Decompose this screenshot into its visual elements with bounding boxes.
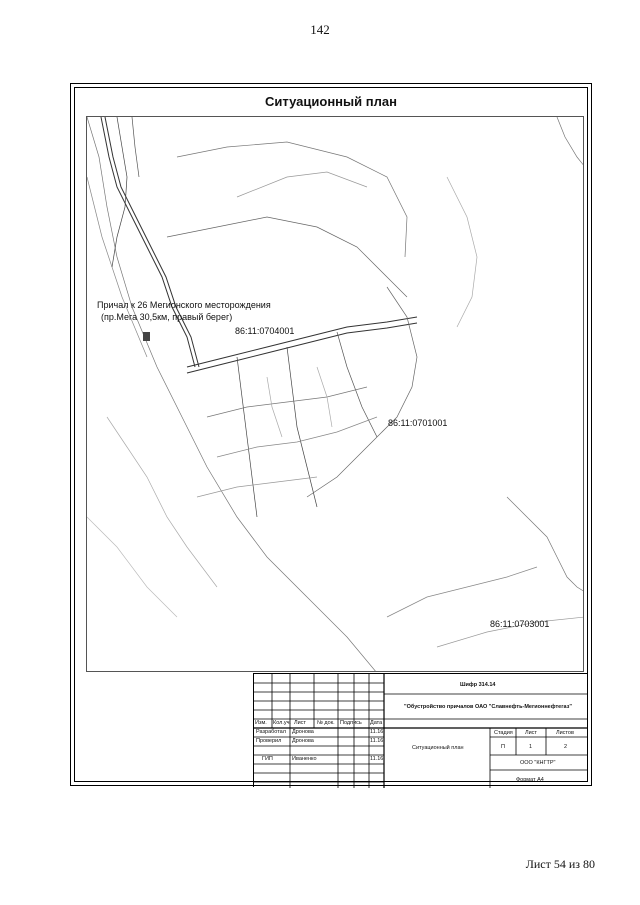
berth-label-line2: (пр.Мега 30,5км, правый берег)	[101, 312, 233, 322]
row1-date: 11.16	[370, 729, 384, 735]
col-list: Лист	[294, 720, 306, 726]
row1-name: Дронова	[292, 729, 314, 735]
drawing-name: Ситуационный план	[412, 745, 464, 751]
map-drawing	[87, 117, 584, 672]
sheet-value: 1	[529, 744, 533, 750]
sheets-header: Листов	[556, 730, 574, 736]
sheets-value: 2	[564, 744, 568, 750]
drawing-inner-frame	[74, 87, 588, 782]
page-number: 142	[310, 22, 330, 37]
row2-date: 11.16	[370, 738, 384, 744]
drawing-frame	[70, 83, 592, 786]
col-koluch: Кол.уч.	[273, 720, 292, 726]
berth-label-line1: Причал к 26 Мегионского месторождения	[97, 300, 271, 310]
row2-role: Проверил	[256, 738, 282, 744]
col-date: Дата	[370, 720, 383, 726]
format-label: Формат А4	[516, 777, 544, 783]
title-block	[253, 673, 587, 787]
stage-header: Стадия	[494, 730, 513, 736]
cadastral-label-2: 86:11:0701001	[388, 418, 448, 428]
stamp-code: Шифр 314.14	[460, 682, 496, 688]
sheet-footer: Лист 54 из 80	[525, 857, 595, 871]
col-signature: Подпись	[340, 720, 362, 726]
berth-marker	[143, 332, 150, 341]
cadastral-label-1: 86:11:0704001	[235, 326, 295, 336]
col-izm: Изм.	[255, 720, 267, 726]
row3-role: ГИП	[262, 756, 273, 762]
col-doc: № док.	[317, 720, 335, 726]
row1-role: Разработал	[256, 729, 286, 735]
row2-name: Дронова	[292, 738, 314, 744]
row3-name: Иваненко	[292, 756, 317, 762]
cadastral-label-3: 86:11:0703001	[490, 619, 550, 629]
sheet-header: Лист	[525, 730, 537, 736]
stage-value: П	[501, 744, 505, 750]
stamp-project: "Обустройство причалов ОАО "Славнефть-Мегионнефтегаз"	[404, 704, 572, 710]
situation-map	[86, 116, 584, 672]
org-name: ООО "КНГТР"	[520, 760, 556, 766]
map-title: Ситуационный план	[265, 94, 397, 109]
row3-date: 11.16	[370, 756, 384, 762]
